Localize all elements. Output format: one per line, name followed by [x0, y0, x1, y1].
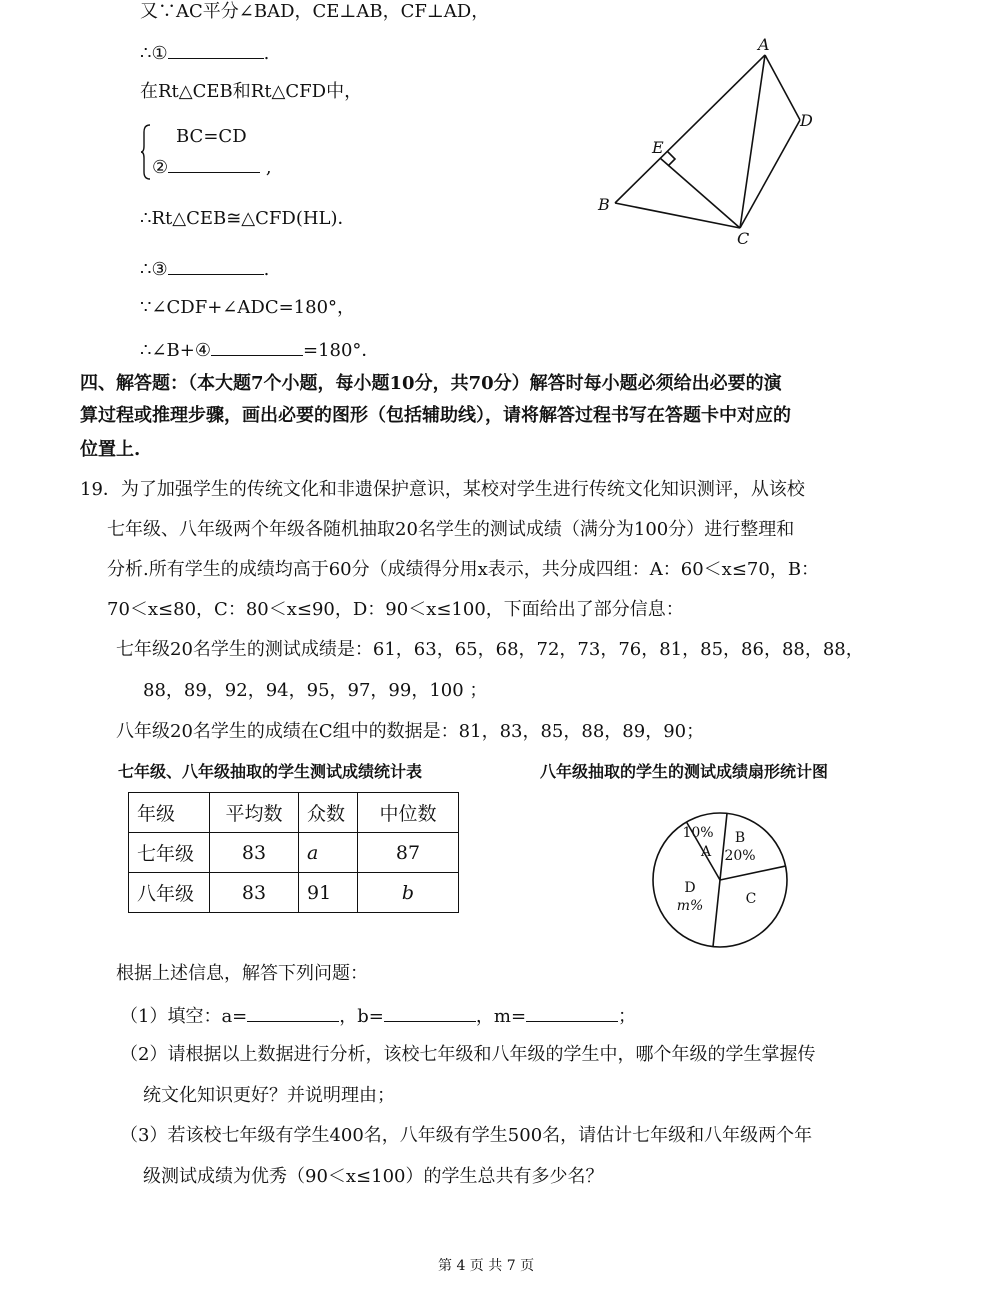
- label-e: E: [652, 138, 664, 157]
- table-cell: 八年级: [129, 873, 210, 913]
- table-header: 年级: [129, 793, 210, 833]
- slice-b-value: 20%: [724, 848, 756, 864]
- section-heading: 四、解答题：（本大题7个小题，每小题10分，共70分）解答时每小题必须给出必要的演: [80, 373, 782, 394]
- label-a: A: [758, 35, 770, 54]
- question-text: 70＜x≤80，C：80＜x≤90，D：90＜x≤100，下面给出了部分信息：: [107, 599, 684, 620]
- subquestion-3: （3）若该校七年级有学生400名，八年级有学生500名，请估计七年级和八年级两个年: [120, 1125, 813, 1146]
- slice-d-label: D: [684, 880, 696, 896]
- label-d: D: [800, 111, 813, 130]
- proof-line: ∴Rt△CEB≅△CFD(HL)．: [140, 208, 356, 229]
- table-header: 中位数: [358, 793, 459, 833]
- table-cell: 91: [299, 873, 358, 913]
- question-text: 八年级20名学生的成绩在C组中的数据是：81，83，85，88，89，90；: [116, 721, 705, 742]
- proof-line: ∴① .: [140, 40, 269, 66]
- stats-table: [128, 792, 459, 913]
- answer-blank-a[interactable]: [247, 1003, 339, 1022]
- slice-b-label: B: [734, 830, 746, 846]
- label-b: B: [598, 195, 610, 214]
- table-cell: 七年级: [129, 833, 210, 873]
- question-text: 88，89，92，94，95，97，99，100 ；: [143, 680, 488, 701]
- slice-d-value: m%: [676, 898, 704, 914]
- table-header: 平均数: [210, 793, 299, 833]
- question-text: 七年级、八年级两个年级各随机抽取20名学生的测试成绩（满分为100分）进行整理和: [107, 519, 795, 540]
- table-title: 七年级、八年级抽取的学生测试成绩统计表: [118, 762, 423, 781]
- proof-line: BC=CD: [176, 126, 247, 147]
- subquestion-3: 级测试成绩为优秀（90＜x≤100）的学生总共有多少名？: [143, 1166, 604, 1187]
- question-text: 19．为了加强学生的传统文化和非遗保护意识，某校对学生进行传统文化知识测评，从该校: [80, 479, 805, 500]
- brace: [140, 124, 152, 180]
- slice-c-label: C: [745, 891, 757, 907]
- table-cell: 83: [210, 873, 299, 913]
- proof-line: ∵∠CDF+∠ADC=180°，: [140, 297, 356, 318]
- pie-slice-boundary: [720, 813, 727, 880]
- pie-title: 八年级抽取的学生的测试成绩扇形统计图: [540, 762, 829, 781]
- answer-blank-m[interactable]: [526, 1003, 618, 1022]
- table-row: [129, 873, 459, 913]
- pie-chart: [640, 810, 800, 960]
- table-header: 众数: [299, 793, 358, 833]
- table-cell: a: [299, 833, 358, 873]
- pie-slice-boundary: [720, 866, 786, 880]
- question-text: 根据上述信息，解答下列问题：: [116, 963, 368, 984]
- proof-line: ② ,: [152, 154, 272, 180]
- section-heading: 位置上.: [80, 439, 141, 460]
- subquestion-2: （2）请根据以上数据进行分析，该校七年级和八年级的学生中，哪个年级的学生掌握传: [120, 1044, 816, 1065]
- slice-a-label: A: [700, 844, 712, 860]
- table-cell: 83: [210, 833, 299, 873]
- section-heading: 算过程或推理步骤，画出必要的图形（包括辅助线），请将解答过程书写在答题卡中对应的: [80, 405, 791, 426]
- table-row: [129, 833, 459, 873]
- table-cell: 87: [358, 833, 459, 873]
- slice-a-value: 10%: [682, 825, 714, 841]
- subquestion-1: （1）填空：a= ，b= ，m= ；: [120, 1003, 636, 1029]
- pie-slice-boundary: [713, 880, 720, 947]
- page-footer: 第 4 页 共 7 页: [438, 1258, 535, 1274]
- proof-line: ∴③ .: [140, 256, 269, 282]
- question-text: 分析.所有学生的成绩均高于60分（成绩得分用x表示，共分成四组：A：60＜x≤70，B：: [107, 559, 820, 580]
- table-header-row: [129, 793, 459, 833]
- geometry-figure: [590, 30, 830, 250]
- proof-line: 在Rt△CEB和Rt△CFD中，: [140, 81, 363, 102]
- question-text: 七年级20名学生的测试成绩是：61，63，65，68，72，73，76，81，85，86，88，88，: [116, 639, 864, 660]
- proof-line: ∴∠B+④ =180°．: [140, 337, 379, 363]
- proof-line: 又∵AC平分∠BAD，CE⊥AB，CF⊥AD，: [140, 1, 490, 22]
- table-cell: b: [358, 873, 459, 913]
- subquestion-2: 统文化知识更好？并说明理由；: [143, 1085, 395, 1106]
- answer-blank-b[interactable]: [384, 1003, 476, 1022]
- label-c: C: [737, 229, 750, 248]
